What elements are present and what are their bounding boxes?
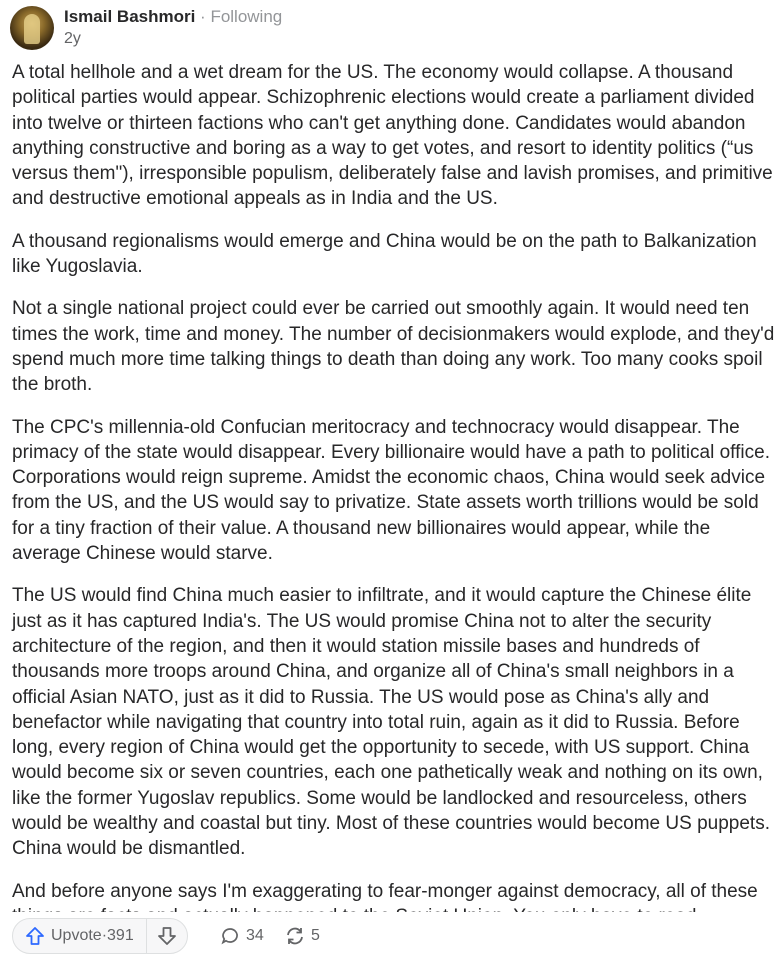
upvote-label: Upvote (51, 927, 102, 944)
answer-body (12, 60, 778, 912)
share-count: 5 (311, 927, 320, 944)
follow-status[interactable]: Following (210, 7, 283, 26)
paragraph: The CPC's millennia-old Confucian meritocracy and technocracy would disappear. The primacy of the state would disappear. Every billionaire would have a path to political office. Corporations would reign supreme. Amidst the economic chaos, China would seek advice from the US, and the US would say to privatize. State assets worth trillions would be sold for a tiny fraction of their value. A thousand new billionaires would appear, while the average Chinese would starve. (12, 416, 770, 565)
comment-icon (220, 926, 240, 946)
post-time[interactable]: 2y (64, 30, 81, 47)
upvote-button[interactable] (13, 919, 147, 953)
downvote-arrow-icon (157, 926, 177, 946)
post-header (10, 4, 282, 54)
separator: · (195, 7, 211, 26)
upvote-count: 391 (107, 927, 134, 944)
paragraph: A thousand regionalisms would emerge and China would be on the path to Balkanization like Yugoslavia. (12, 230, 757, 278)
upvote-arrow-icon (25, 926, 45, 946)
comment-count: 34 (246, 927, 264, 944)
share-button[interactable] (284, 926, 320, 946)
vote-group (12, 918, 188, 954)
downvote-button[interactable] (147, 919, 187, 953)
paragraph: Not a single national project could ever be carried out smoothly again. It would need ten times the work, time and money. The number of decisionmakers would explode, and they'd spend much more time talking things to death than doing any work. Too many cooks spoil the broth. (12, 298, 775, 396)
reshare-icon (284, 926, 306, 946)
author-avatar[interactable] (10, 6, 54, 50)
separator: · (101, 927, 108, 944)
paragraph: A total hellhole and a wet dream for the US. The economy would collapse. A thousand political parties would appear. Schizophrenic elections would create a parliament divided into twelve or thirteen factions who can't get anything done. Candidates would abandon anything constructive and boring as a way to get votes, and resort to identity politics (“us versus them"), irresponsible populism, deliberately false and lavish promises, and primitive and destructive emotional appeals as in India and the US. (12, 62, 773, 210)
comments-button[interactable] (220, 926, 264, 946)
author-name[interactable]: Ismail Bashmori (64, 7, 196, 26)
paragraph: And before anyone says I'm exaggerating to fear-monger against democracy, all of these (12, 880, 758, 902)
paragraph: The US would find China much easier to infiltrate, and it would capture the Chinese élite just as it has captured India's. The US would promise China not to alter the security architecture of the region, and then it would station missile bases and hundreds of thousands more troops around China, and organize all of China's small neighbors in a official Asian NATO, just as it did to Russia. The US would pose as China's ally and benefactor while navigating that country into total ruin, again as it did to Russia. Before long, every region of China would get the opportunity to secede, with US support. China would become six or seven countries, each one pathetically weak and nothing on its own, like the former Yugoslav republics. Some would be landlocked and resourceless, others would be wealthy and coastal but tiny. Most of these countries would become US puppets. China would be dismantled. (12, 585, 770, 860)
action-bar (0, 912, 783, 956)
